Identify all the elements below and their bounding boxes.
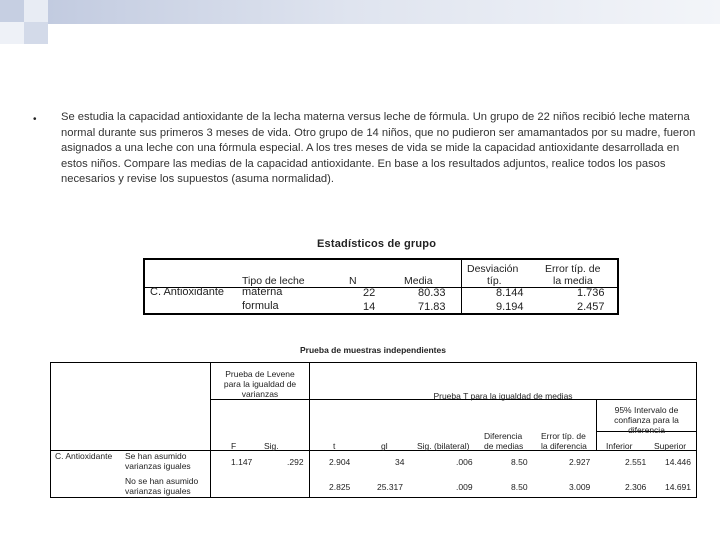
row-n: 14 [363,301,376,313]
problem-statement: Se estudia la capacidad antioxidante de la lecha materna versus leche de fórmula. Un grupo de 22 niños recibió leche materna normal durante sus primeros 3 meses de vida. Otro grupo de 14 niños, que no pudieron ser amamantados por su madre, fueron asignados a una leche con una fórmula especial. A los tres meses de vida se mide la capacidad antioxidante desarrollada en estos niños. Compare las medias de la capacidad antioxidante. En base a los resultados adjuntos, realice todos los pasos necesarios y revise los supuestos (asuma normalidad). [61,111,696,185]
col-header-media: Media [404,275,433,287]
cell-gl: 25.317 [377,482,403,492]
group-stats-table [143,258,619,315]
cell-sig-bilateral: .006 [456,457,473,467]
cell-error: 2.927 [569,457,591,467]
col-header-sig: Sig. [264,441,279,451]
cell-error: 3.009 [569,482,591,492]
ci-header-3: diferencia [628,425,665,435]
col-header-diferencia: Diferencia [484,431,523,441]
row-tipo: formula [242,300,279,312]
decorative-header-pattern [0,0,720,45]
row-variable-label: C. Antioxidante [150,286,224,298]
row-desv: 9.194 [496,301,524,313]
col-header-superior: Superior [654,441,687,451]
row-label-2: varianzas iguales [125,461,191,471]
cell-superior: 14.691 [665,482,691,492]
cell-gl: 34 [395,457,405,467]
levene-header-1: Prueba de Levene [225,369,295,379]
cell-f: 1.147 [231,457,253,467]
row-label-2: varianzas iguales [125,486,191,496]
group-stats-title: Estadísticos de grupo [317,238,437,250]
col-header-desv-2: típ. [487,275,502,287]
levene-header-2: para la igualdad de [223,379,297,389]
col-header-gl: gl [381,441,388,451]
col-header-sig-bilateral: Sig. (bilateral) [417,441,470,451]
cell-t: 2.825 [329,482,351,492]
indep-test-title: Prueba de muestras independientes [300,345,446,355]
cell-superior: 14.446 [665,457,691,467]
row-media: 80.33 [418,287,446,299]
row-label: No se han asumido [125,476,199,486]
col-header-error-2: la media [553,275,593,287]
row-variable-label: C. Antioxidante [55,451,113,461]
col-header-error: Error típ. de [545,263,601,275]
ci-header-2: confianza para la [614,415,679,425]
indep-test-table [50,362,697,498]
levene-header-3: varianzas [241,389,279,399]
cell-t: 2.904 [329,457,351,467]
col-header-error: Error típ. de [541,431,586,441]
col-header-tipo: Tipo de leche [242,275,305,287]
ci-header-1: 95% Intervalo de [614,405,679,415]
row-error: 1.736 [577,287,605,299]
row-n: 22 [363,287,376,299]
cell-diferencia: 8.50 [511,482,528,492]
cell-sig: .292 [287,457,304,467]
col-header-error-2: la diferencia [541,441,587,451]
bullet-point: • [33,114,37,125]
row-desv: 8.144 [496,287,524,299]
cell-inferior: 2.551 [625,457,647,467]
row-tipo: materna [242,286,283,298]
col-header-t: t [333,441,336,451]
col-header-diferencia-2: de medias [484,441,524,451]
cell-diferencia: 8.50 [511,457,528,467]
cell-sig-bilateral: .009 [456,482,473,492]
col-header-inferior: Inferior [606,441,633,451]
cell-inferior: 2.306 [625,482,647,492]
col-header-n: N [349,275,357,287]
ttest-header: Prueba T para la igualdad de medias [433,391,573,401]
row-label: Se han asumido [125,451,187,461]
col-header-desv: Desviación [467,263,519,275]
row-error: 2.457 [577,301,605,313]
col-header-f: F [231,441,237,451]
row-media: 71.83 [418,301,446,313]
